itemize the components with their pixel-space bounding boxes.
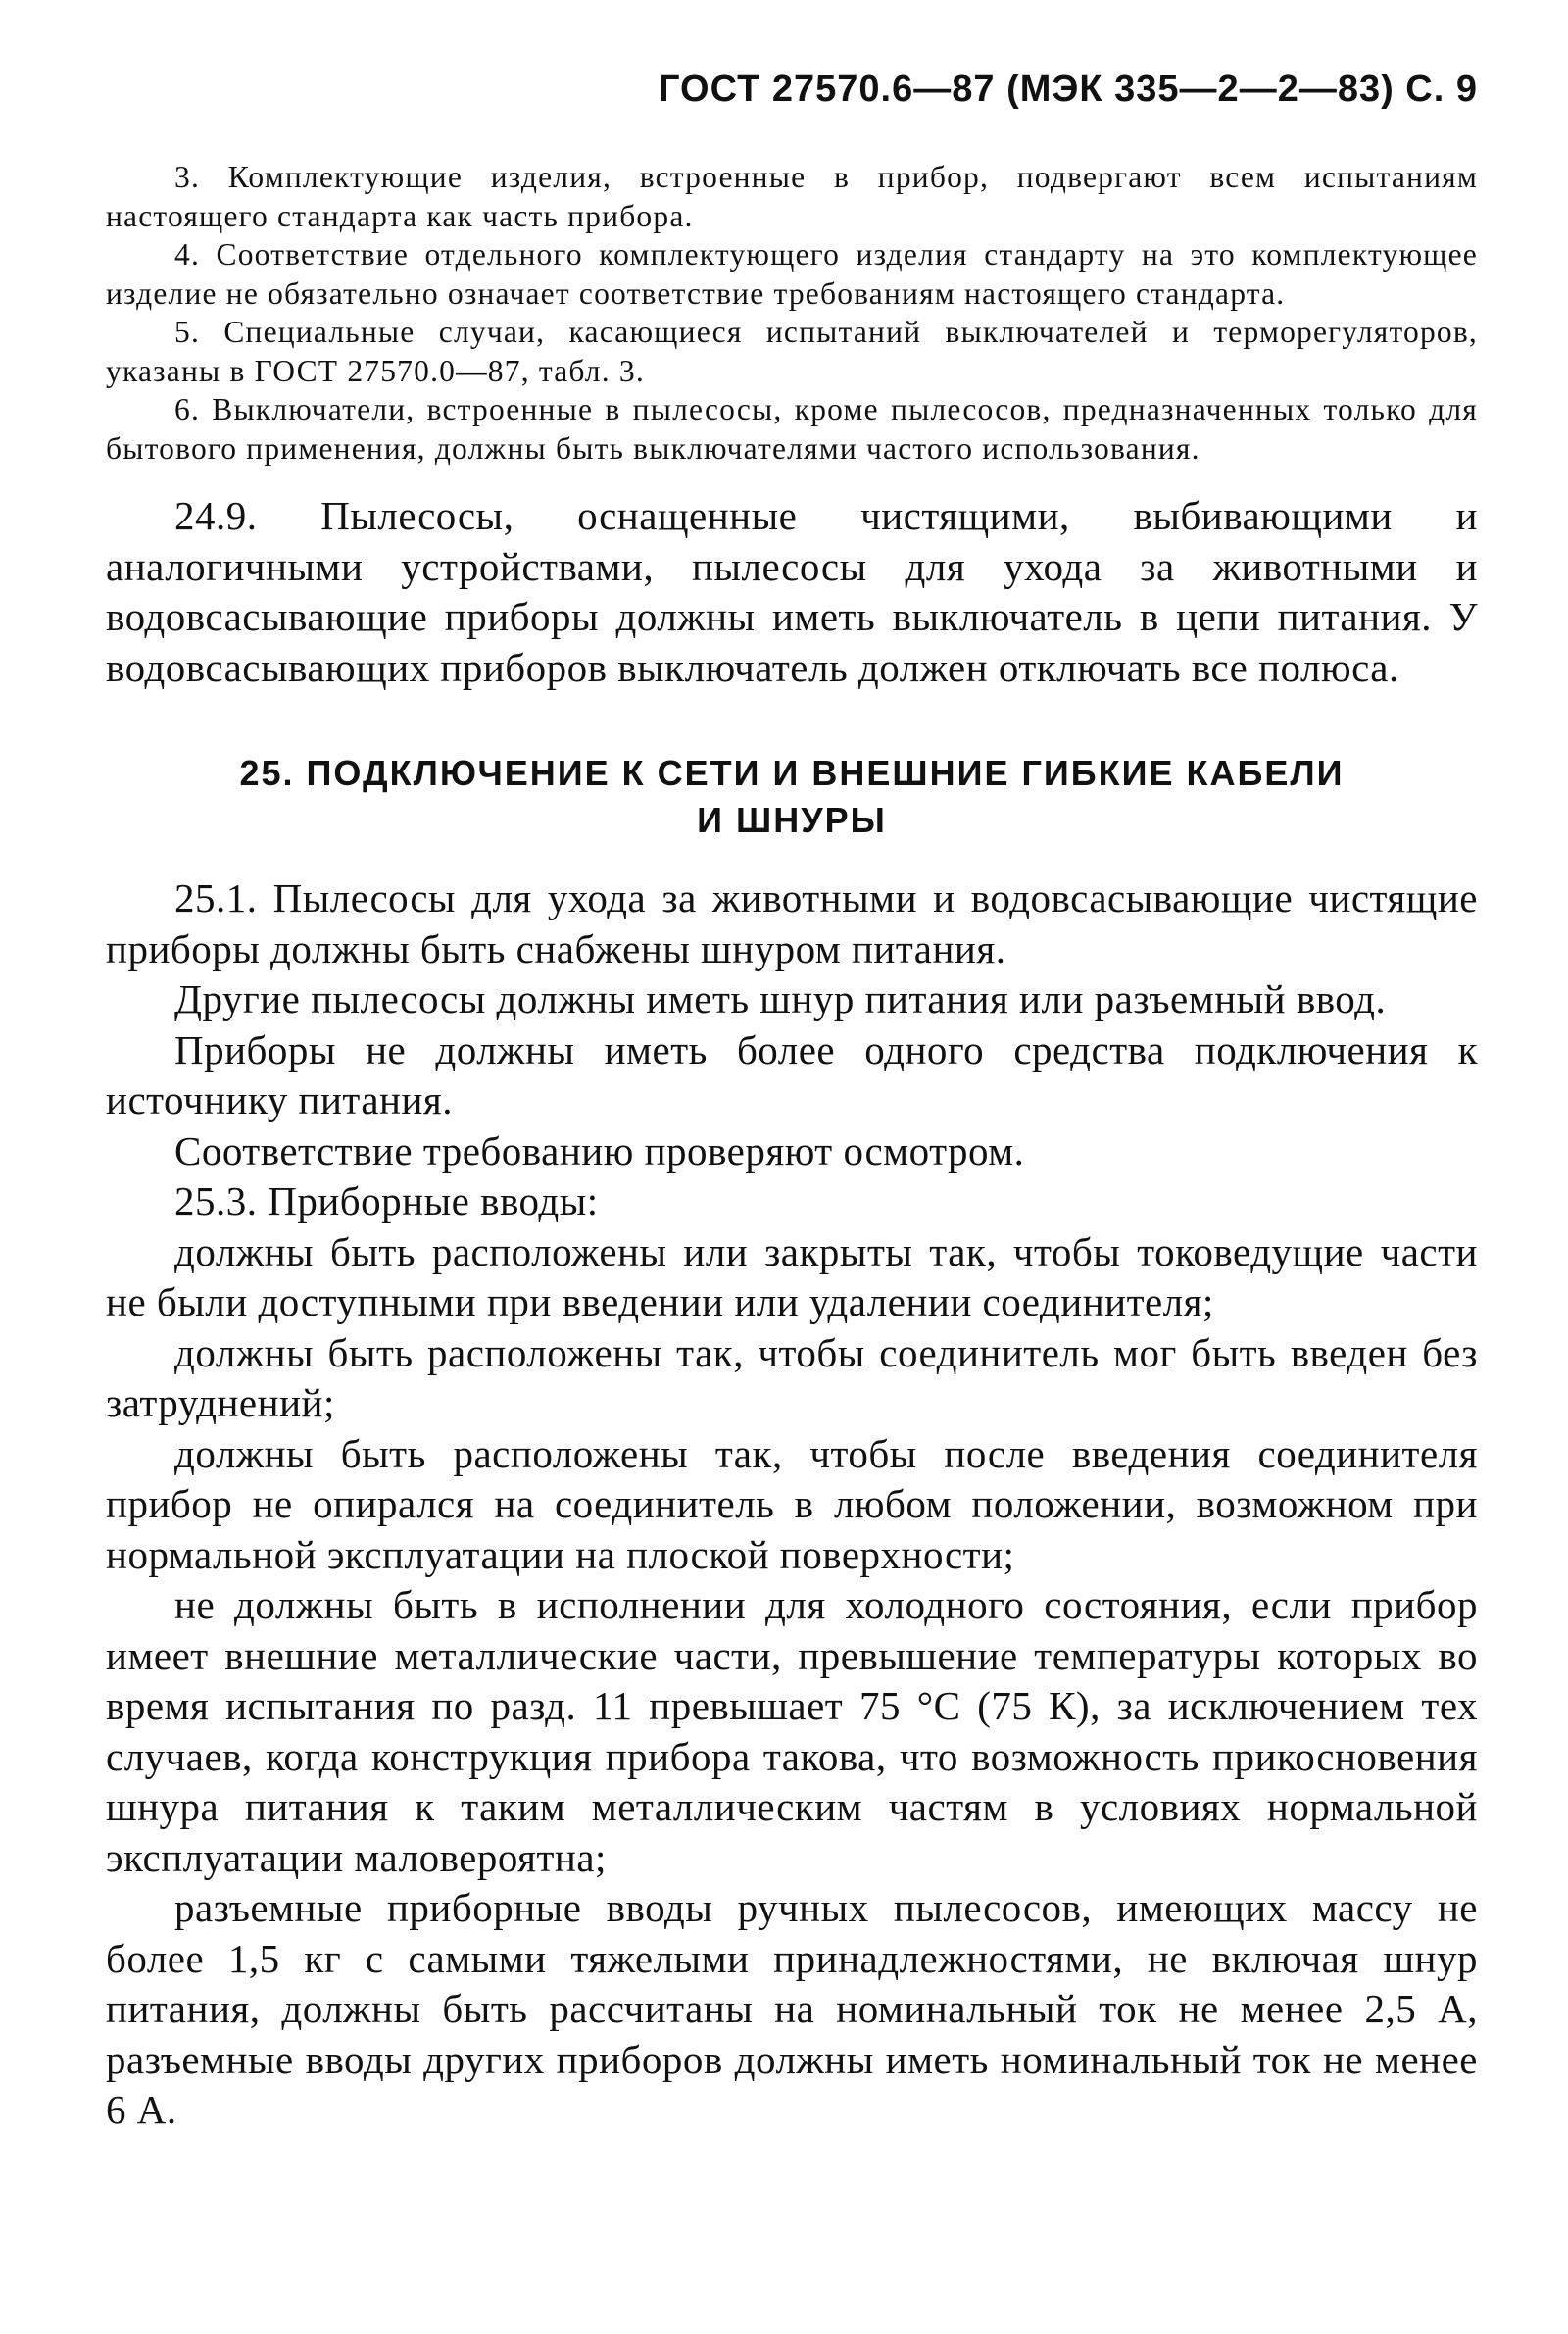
note-5: 5. Специальные случаи, касающиеся испытаний выключателей и терморегуляторов, указаны в ГОСТ 27570.0—87, табл. 3. xyxy=(106,315,1478,388)
note-6: 6. Выключатели, встроенные в пылесосы, кроме пылесосов, предназначенных только для бытового применения, должны быть выключателями частого использования. xyxy=(106,392,1478,466)
paragraph-live-parts: должны быть расположены или закрыты так, чтобы токоведущие части не были доступными при введении или удалении соединителя; xyxy=(106,1228,1478,1324)
clause-24-9-block xyxy=(106,491,1478,693)
section-25-title xyxy=(106,750,1478,844)
paragraph-cold-condition: не должны быть в исполнении для холодного состояния, если прибор имеет внешние металлические части, превышение температуры которых во время испытания по разд. 11 превышает 75 °С (75 К), за исключением тех случаев, когда конструкция прибора такова, что возможность прикосновения шнура питания к таким металлическим частям в условиях нормальной эксплуатации маловероятна; xyxy=(106,1582,1478,1880)
running-header: ГОСТ 27570.6—87 (МЭК 335—2—2—83) С. 9 xyxy=(659,69,1478,110)
paragraph-rated-current: разъемные приборные вводы ручных пылесосов, имеющих массу не более 1,5 кг с самыми тяжелыми принадлежностями, не включая шнур питания, должны быть рассчитаны на номинальный ток не менее 2,5 А, разъемные вводы других приборов должны иметь номинальный ток не менее 6 А. xyxy=(106,1885,1478,2132)
clause-24-9: 24.9. Пылесосы, оснащенные чистящими, выбивающими и аналогичными устройствами, пылесосы для ухода за животными и водовсасывающие приборы должны иметь выключатель в цепи питания. У водовсасывающих приборов выключатель должен отключать все полюса. xyxy=(106,493,1478,690)
paragraph-other-vacuums: Другие пылесосы должны иметь шнур питания или разъемный ввод. xyxy=(174,976,1387,1021)
section-25-title-line2: И ШНУРЫ xyxy=(697,800,887,840)
document-page xyxy=(106,69,1478,2136)
section-25-body xyxy=(106,873,1478,2136)
note-3: 3. Комплектующие изделия, встроенные в прибор, подвергают всем испытаниям настоящего стандарта как часть прибора. xyxy=(106,160,1478,233)
note-4: 4. Соответствие отдельного комплектующего изделия стандарту на это комплектующее изделие не обязательно означает соответствие требованиям настоящего стандарта. xyxy=(106,237,1478,311)
clause-25-1: 25.1. Пылесосы для ухода за животными и водовсасывающие чистящие приборы должны быть снабжены шнуром питания. xyxy=(106,875,1478,971)
paragraph-inspection: Соответствие требованию проверяют осмотром. xyxy=(174,1127,1025,1173)
paragraph-one-connection: Приборы не должны иметь более одного средства подключения к источнику питания. xyxy=(106,1026,1478,1122)
notes-block xyxy=(106,158,1478,468)
clause-25-3: 25.3. Приборные вводы: xyxy=(174,1178,599,1223)
paragraph-connector-insertion: должны быть расположены так, чтобы соединитель мог быть введен без затруднений; xyxy=(106,1329,1478,1425)
section-25-title-line1: 25. ПОДКЛЮЧЕНИЕ К СЕТИ И ВНЕШНИЕ ГИБКИЕ КАБЕЛИ xyxy=(239,753,1345,793)
paragraph-connector-support: должны быть расположены так, чтобы после введения соединителя прибор не опирался на соединитель в любом положении, возможном при нормальной эксплуатации на плоской поверхности; xyxy=(106,1430,1478,1577)
